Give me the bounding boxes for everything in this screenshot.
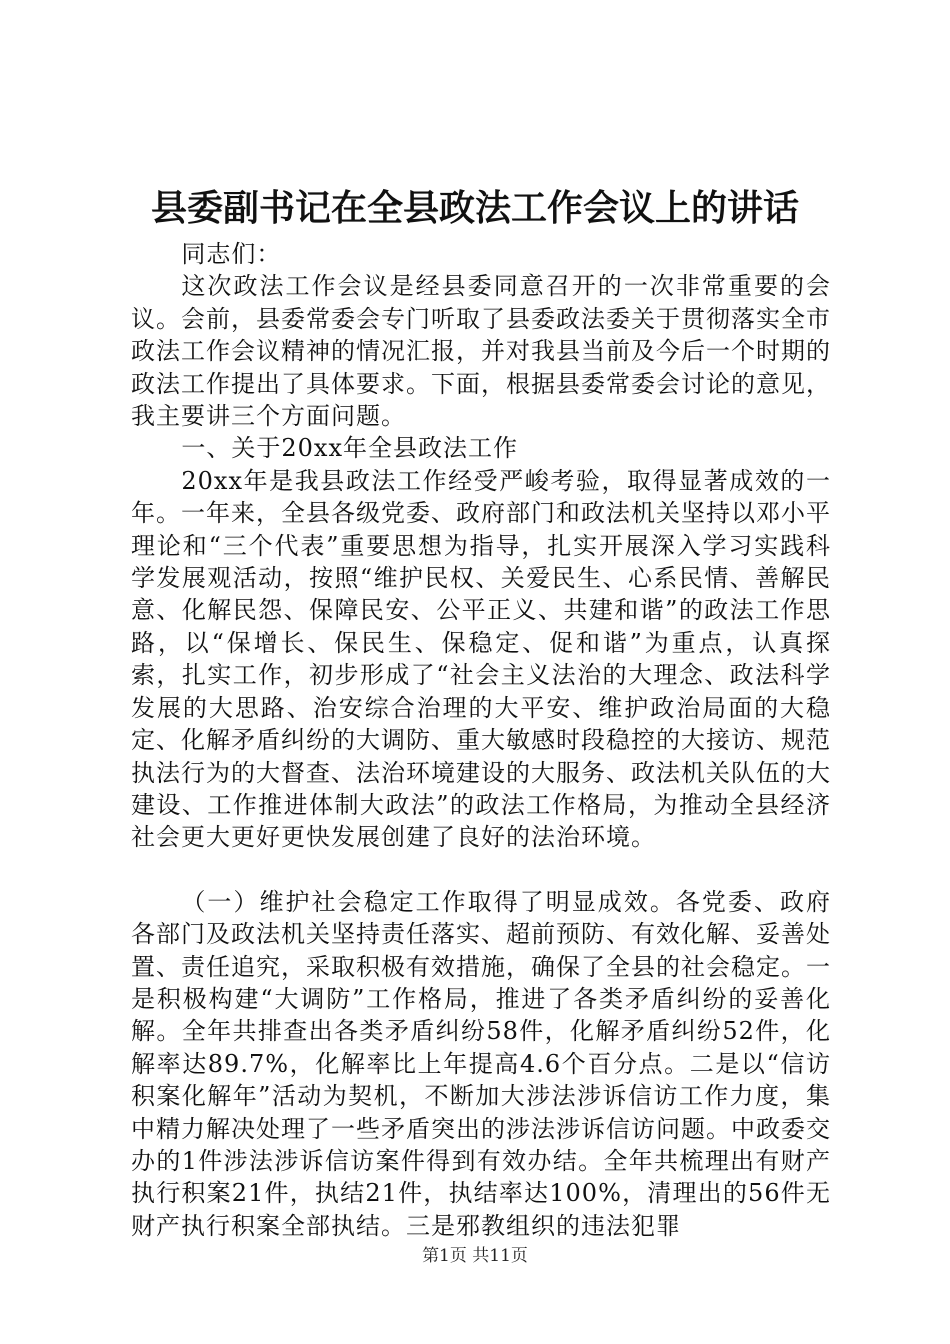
document-title: 县委副书记在全县政法工作会议上的讲话 [150,187,799,229]
intro-paragraph: 这次政法工作会议是经县委同意召开的一次非常重要的会议。会前，县委常委会专门听取了县委政法委关于贯彻落实全市政法工作会议精神的情况汇报，并对我县当前及今后一个时期的政法工作提出了具体要求。下面，根据县委常委会讨论的意见，我主要讲三个方面问题。 [131,272,831,431]
section-heading: 一、关于20xx年全县政法工作 [181,434,518,463]
document-body [131,238,831,1242]
salutation-paragraph: 同志们： [181,240,282,268]
summary-paragraph: 20xx年是我县政法工作经受严峻考验，取得显著成效的一年。一年来，全县各级党委、政府部门和政法机关坚持以邓小平理论和“三个代表”重要思想为指导，扎实开展深入学习实践科学发展观活动，按照“维护民权、关爱民生、心系民情、善解民意、化解民怨、保障民安、公平正义、共建和谐”的政法工作思路，以“保增长、保民生、保稳定、促和谐”为重点，认真探索，扎实工作，初步形成了“社会主义法治的大理念、政法科学发展的大思路、治安综合治理的大平安、维护政治局面的大稳定、化解矛盾纠纷的大调防、重大敏感时段稳控的大接访、规范执法行为的大督查、法治环境建设的大服务、政法机关队伍的大建设、工作推进体制大政法”的政法工作格局，为推动全县经济社会更大更好更快发展创建了良好的法治环境。 [131,466,831,852]
stability-paragraph: （一）维护社会稳定工作取得了明显成效。各党委、政府各部门及政法机关坚持责任落实、超前预防、有效化解、妥善处置、责任追究，采取积极有效措施，确保了全县的社会稳定。一是积极构建“大调防”工作格局，推进了各类矛盾纠纷的妥善化解。全年共排查出各类矛盾纠纷58件，化解矛盾纠纷52件，化解率达89.7%，化解率比上年提高4.6个百分点。二是以“信访积案化解年”活动为契机，不断加大涉法涉诉信访工作力度，集中精力解决处理了一些矛盾突出的涉法涉诉信访问题。中政委交办的1件涉法涉诉信访案件得到有效办结。全年共梳理出有财产执行积案21件，执结21件，执结率达100%，清理出的56件无财产执行积案全部执结。三是邪教组织的违法犯罪 [131,887,831,1240]
page-number-footer: 第1页 共11页 [422,1246,528,1266]
